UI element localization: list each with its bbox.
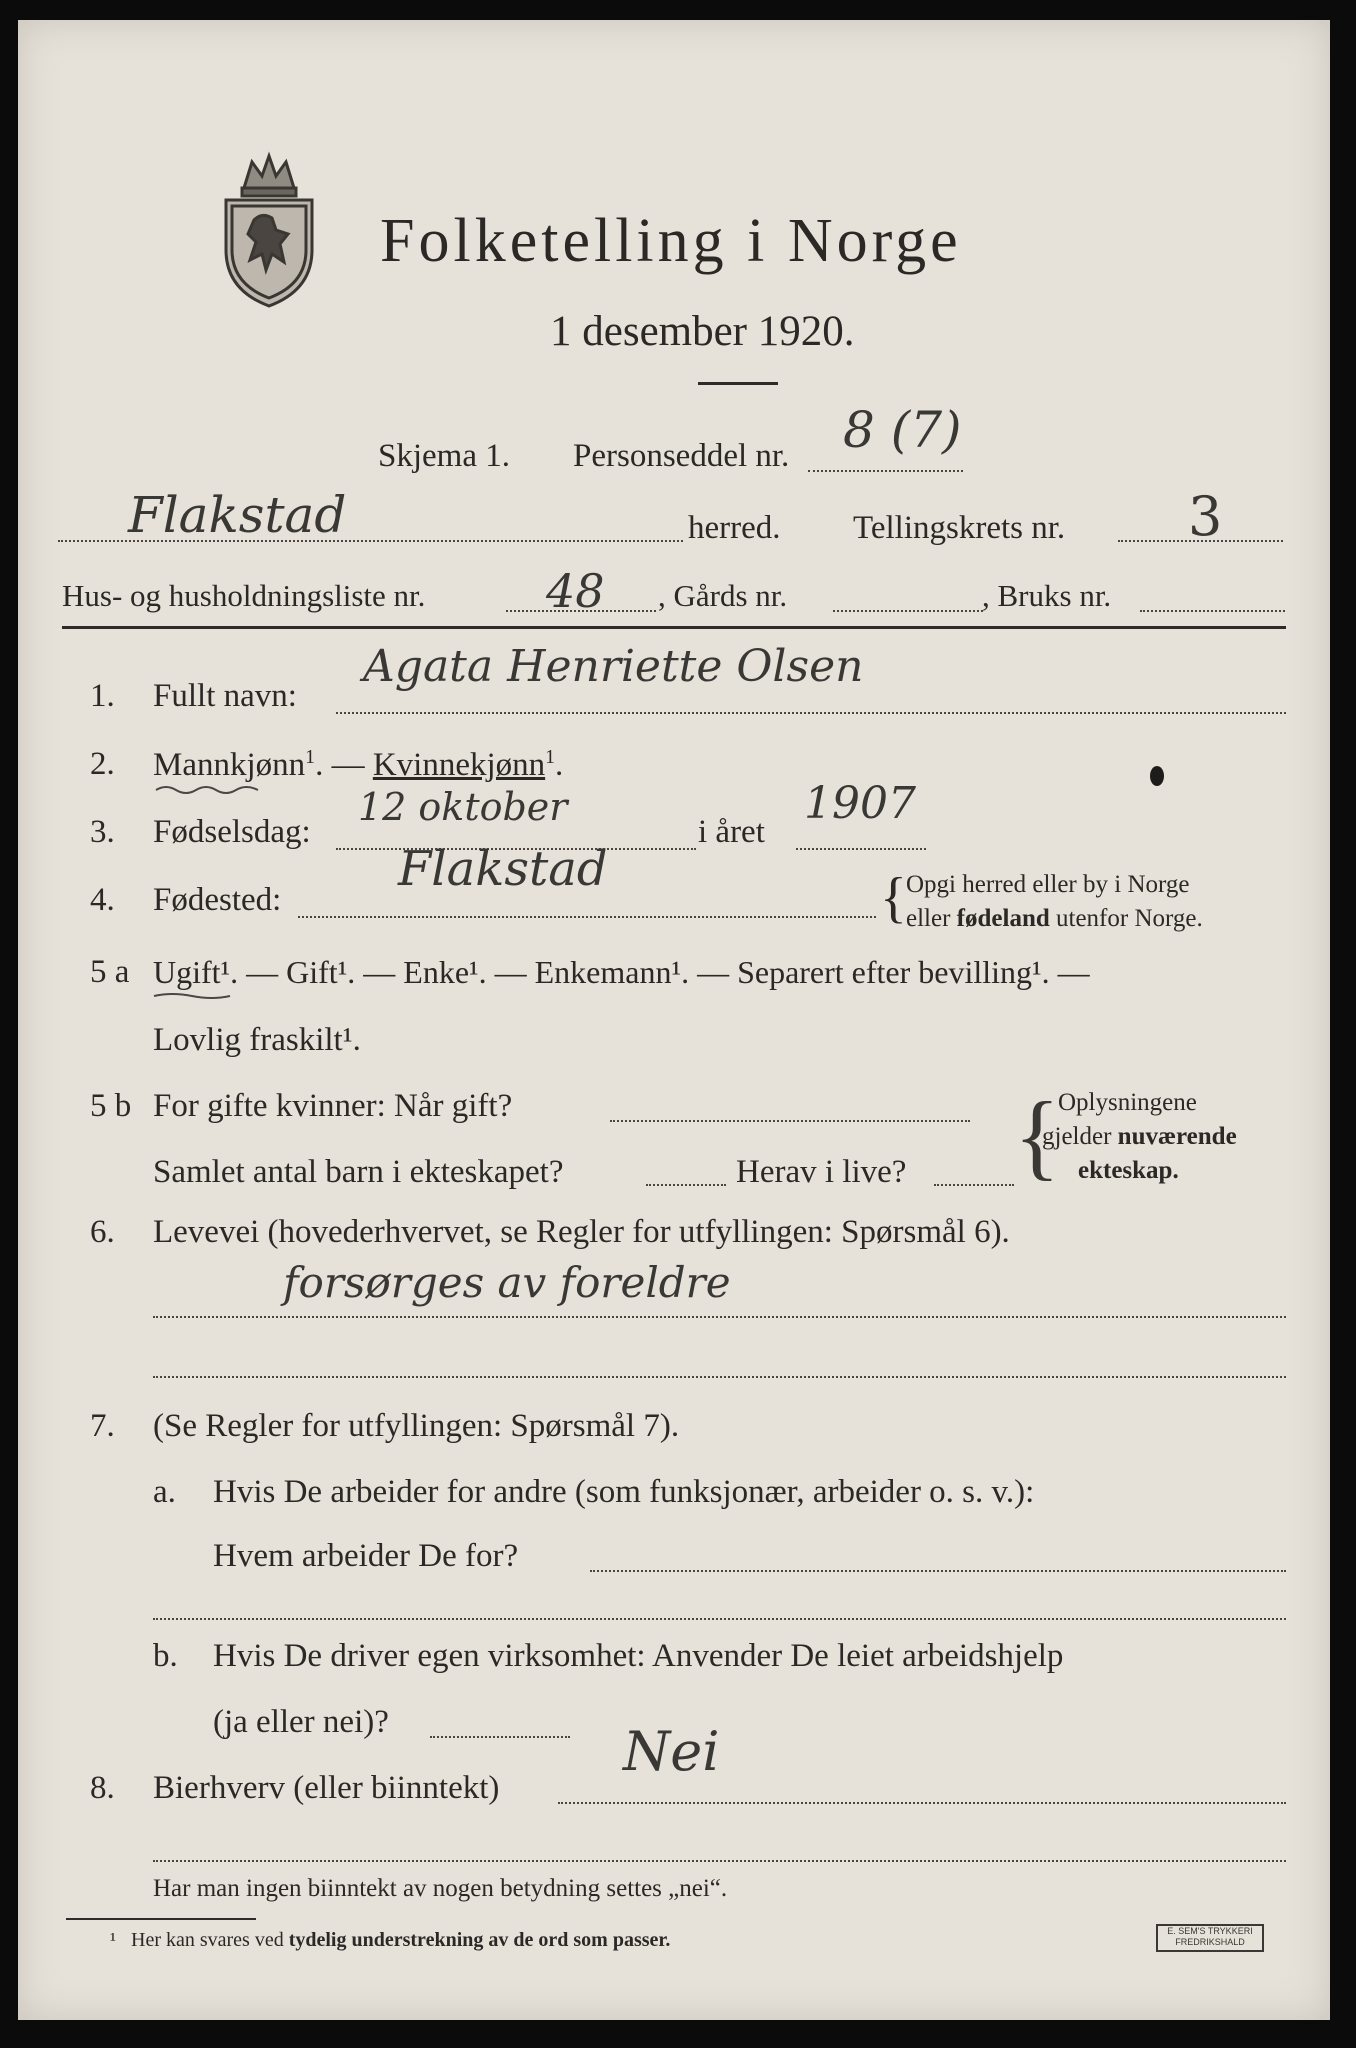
q5b-barn-line xyxy=(646,1184,726,1186)
q7b-number: b. xyxy=(153,1638,178,1674)
q5b-line1: For gifte kvinner: Når gift? xyxy=(153,1088,513,1124)
husliste-label: Hus- og husholdningsliste nr. xyxy=(62,578,426,613)
q3-year-line xyxy=(796,848,926,850)
q7a-line xyxy=(590,1570,1286,1572)
q4-line xyxy=(298,916,876,918)
q7a-line-extra xyxy=(153,1618,1286,1620)
q6-number: 6. xyxy=(90,1214,115,1250)
q7b-line2: (ja eller nei)? xyxy=(213,1704,389,1740)
q3-label: Fødselsdag: xyxy=(153,814,311,850)
q3-year-label: i året xyxy=(698,814,765,850)
footnote-divider xyxy=(66,1918,256,1920)
q7-label: (Se Regler for utfyllingen: Spørsmål 7). xyxy=(153,1408,680,1444)
q4-brace: { xyxy=(880,867,907,929)
q8-value: Nei xyxy=(623,1720,720,1783)
q1-value: Agata Henriette Olsen xyxy=(363,641,864,692)
herred-value: Flakstad xyxy=(128,486,347,544)
tellingskrets-value: 3 xyxy=(1188,485,1223,548)
footnote: ¹ Her kan svares ved tydelig understrekning av de ord som passer. xyxy=(110,1929,671,1951)
schema-label: Skjema 1. xyxy=(378,438,510,474)
q5a-line2: Lovlig fraskilt¹. xyxy=(153,1022,361,1058)
q4-note-line2: eller fødeland utenfor Norge. xyxy=(906,905,1203,932)
nei-note: Har man ingen biinntekt av nogen betydning settes „nei“. xyxy=(153,1875,728,1902)
coat-of-arms-icon xyxy=(214,150,324,310)
q1-label: Fullt navn: xyxy=(153,678,297,714)
q6-line2 xyxy=(153,1376,1286,1378)
q2-kvinne: Kvinnekjønn xyxy=(372,747,546,783)
printer-stamp: E. SEM'S TRYKKERI FREDRIKSHALD xyxy=(1156,1924,1264,1952)
q5b-note2: gjelder nuværende xyxy=(1042,1123,1237,1150)
q5a-line1: Ugift¹. — Gift¹. — Enke¹. — Enkemann¹. — Separert efter bevilling¹. — xyxy=(153,954,1090,990)
q5b-note3: ekteskap. xyxy=(1078,1157,1179,1184)
form-title: Folketelling i Norge xyxy=(380,207,962,275)
q5b-brace: { xyxy=(1014,1082,1061,1189)
q8-label: Bierhverv (eller biinntekt) xyxy=(153,1770,500,1806)
q5b-note1: Oplysningene xyxy=(1058,1089,1197,1116)
q7-number: 7. xyxy=(90,1408,115,1444)
q5b-live-line xyxy=(934,1184,1014,1186)
q7b-line1: Hvis De driver egen virksomhet: Anvender De leiet arbeidshjelp xyxy=(213,1638,1064,1674)
q4-note-line1: Opgi herred eller by i Norge xyxy=(906,871,1190,898)
q7a-line2: Hvem arbeider De for? xyxy=(213,1538,519,1574)
q3-value: 12 oktober xyxy=(358,785,568,829)
personseddel-line xyxy=(808,470,963,472)
q6-value: forsørges av foreldre xyxy=(283,1258,731,1307)
q5b-number: 5 b xyxy=(90,1088,132,1124)
bruks-label: , Bruks nr. xyxy=(982,578,1112,613)
q2-mann: Mannkjønn xyxy=(153,747,306,783)
bruks-line xyxy=(1140,610,1285,612)
ink-blot xyxy=(1150,766,1164,786)
q5a-number: 5 a xyxy=(90,954,130,990)
husliste-value: 48 xyxy=(546,564,605,618)
q1-number: 1. xyxy=(90,678,115,714)
q2-sep: . — xyxy=(315,747,373,783)
q8-number: 8. xyxy=(90,1770,115,1806)
q3-year-value: 1907 xyxy=(804,778,916,829)
q7b-line xyxy=(430,1736,570,1738)
q8-line xyxy=(558,1802,1286,1804)
q5b-line2-b: Herav i live? xyxy=(736,1154,907,1190)
census-form xyxy=(18,20,1330,2020)
q6-line1 xyxy=(153,1316,1286,1318)
q5b-gift-line xyxy=(610,1120,970,1122)
q4-number: 4. xyxy=(90,882,115,918)
gards-label: , Gårds nr. xyxy=(658,578,788,613)
q4-label: Fødested: xyxy=(153,882,282,918)
q7a-line1: Hvis De arbeider for andre (som funksjonær, arbeider o. s. v.): xyxy=(213,1474,1035,1510)
q2-end: . xyxy=(555,747,564,783)
q5b-line2-a: Samlet antal barn i ekteskapet? xyxy=(153,1154,564,1190)
q1-line xyxy=(336,712,1286,714)
mann-strikeout-mark xyxy=(154,782,264,796)
q6-label: Levevei (hovederhvervet, se Regler for utfyllingen: Spørsmål 6). xyxy=(153,1214,1010,1250)
personseddel-value: 8 (7) xyxy=(843,401,962,459)
form-date: 1 desember 1920. xyxy=(550,308,855,355)
herred-label: herred. xyxy=(688,510,781,546)
q2-options: Mannkjønn$^1$. — Kvinnekjønn$^1$. xyxy=(153,746,564,783)
q8-line-extra xyxy=(153,1860,1286,1862)
title-divider xyxy=(698,382,778,385)
section-divider xyxy=(62,626,1286,629)
q7a-number: a. xyxy=(153,1474,176,1510)
tellingskrets-label: Tellingskrets nr. xyxy=(853,510,1066,546)
personseddel-label: Personseddel nr. xyxy=(573,438,790,474)
ugift-underline-mark xyxy=(152,990,232,1002)
q4-value: Flakstad xyxy=(398,841,608,897)
gards-line xyxy=(833,610,983,612)
q3-number: 3. xyxy=(90,814,115,850)
q2-number: 2. xyxy=(90,746,115,782)
